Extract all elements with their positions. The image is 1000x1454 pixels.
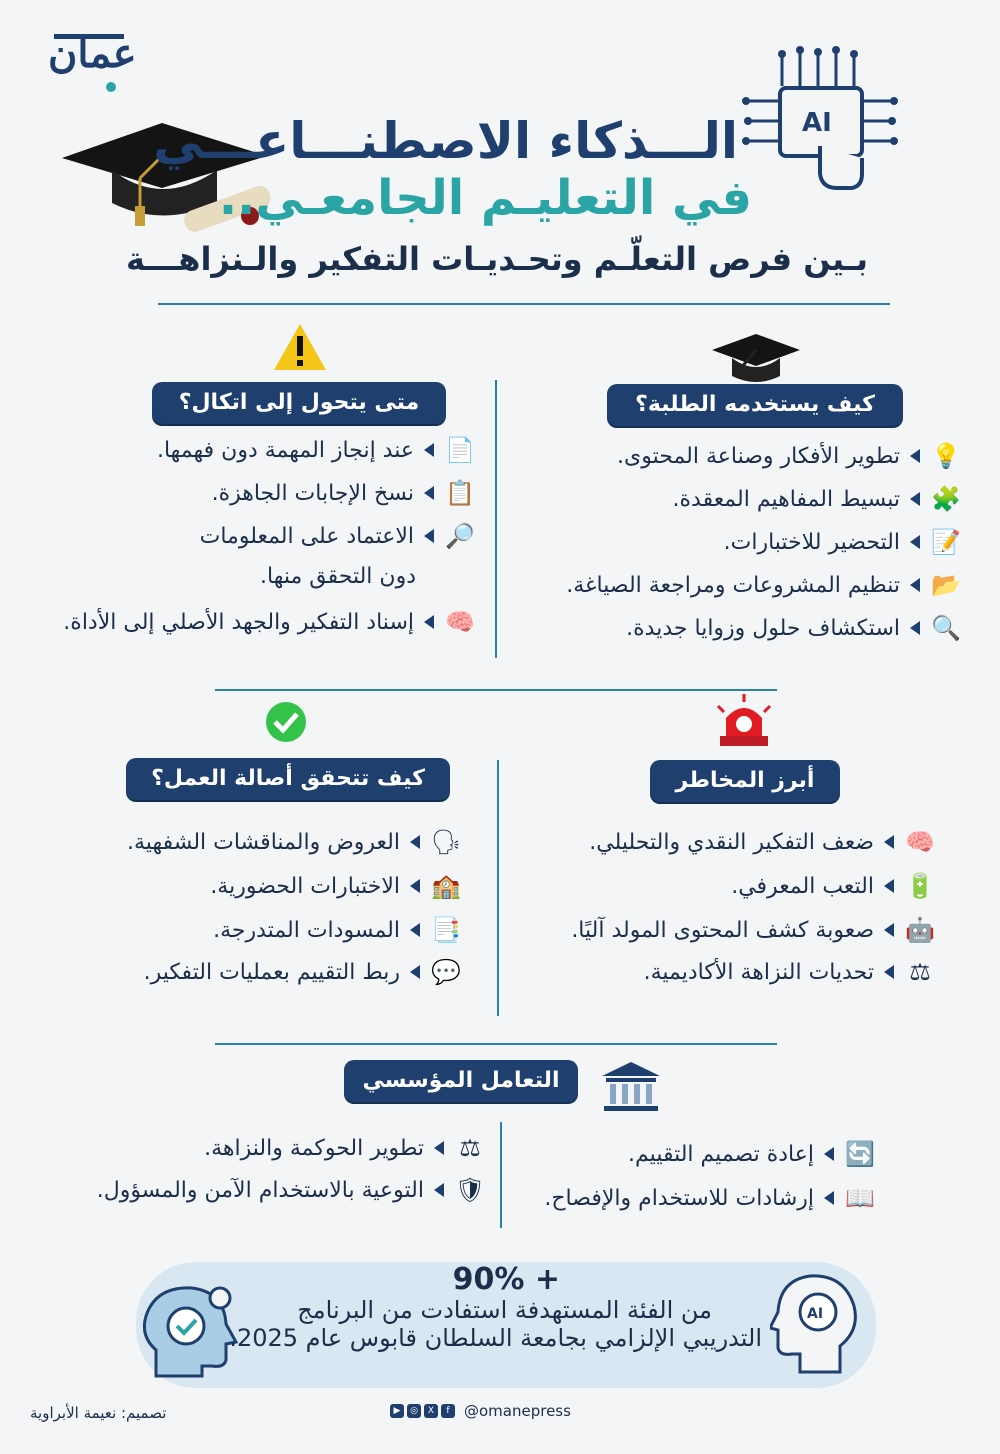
list-item: 💡 تطوير الأفكار وصناعة المحتوى. — [617, 440, 964, 472]
battery-icon: 🔋 — [905, 872, 935, 900]
school-icon: 🏫 — [431, 872, 461, 900]
list-item: 🧠 ضعف التفكير النقدي والتحليلي. — [589, 826, 938, 858]
list-item: 📄 عند إنجاز المهمة دون فهمها. — [157, 434, 478, 466]
divider-bottom — [215, 1043, 777, 1045]
list-item: 🗣 العروض والمناقشات الشفهية. — [127, 826, 464, 858]
search-icon: 🔎 — [445, 522, 475, 550]
svg-text:AI: AI — [802, 108, 832, 138]
page-subtitle: بـين فرص التعلّـم وتحـديـات التفكير والـنزاهـــة — [126, 240, 868, 278]
list-item: 🔄 إعادة تصميم التقييم. — [628, 1138, 878, 1170]
siren-icon — [712, 692, 776, 748]
list-item: 🛡 التوعية بالاستخدام الآمن والمسؤول. — [97, 1174, 488, 1206]
list-item: 📑 المسودات المتدرجة. — [213, 914, 464, 946]
list-institutional-right — [508, 1138, 878, 1228]
page-title: الـــذكاء الاصطنـــاعـــي — [153, 112, 738, 170]
social-links — [390, 1402, 571, 1420]
list-item: 🧠 إسناد التفكير والجهد الأصلي إلى الأداة. — [63, 606, 478, 638]
list-item: 🔍 استكشاف حلول وزوايا جديدة. — [626, 612, 964, 644]
list-risks — [498, 826, 938, 1006]
refresh-icon: 🔄 — [845, 1140, 875, 1168]
svg-text:AI: AI — [807, 1306, 824, 1322]
institution-icon — [600, 1060, 662, 1112]
brain-icon: 🧠 — [445, 608, 475, 636]
page-title-line2: في التعليـم الجامعـي.. — [218, 170, 752, 226]
list-item: 🧩 تبسيط المفاهيم المعقدة. — [673, 483, 965, 515]
graduation-cap-small-icon — [708, 330, 804, 388]
warning-icon — [272, 322, 328, 372]
x-icon[interactable]: X — [424, 1404, 438, 1418]
list-item: 💬 ربط التقييم بعمليات التفكير. — [144, 956, 464, 988]
section-title-originality: كيف تتحقق أصالة العمل؟ — [126, 758, 450, 800]
list-when-dependence — [26, 434, 478, 644]
logo-text: عمان — [48, 30, 137, 77]
list-item: 📖 إرشادات للاستخدام والإفصاح. — [544, 1182, 878, 1214]
list-item-continuation: دون التحقق منها. — [260, 564, 416, 589]
shield-icon: 🛡 — [454, 1176, 486, 1204]
social-handle[interactable]: @omanepress — [464, 1402, 571, 1420]
logo-dot — [106, 82, 116, 92]
puzzle-icon: 🧩 — [931, 485, 961, 513]
check-icon — [262, 700, 310, 744]
list-item: 🔋 التعب المعرفي. — [731, 870, 938, 902]
speaking-head-icon: 🗣 — [430, 828, 462, 856]
designer-credit: تصميم: نعيمة الأبراوية — [30, 1404, 167, 1422]
list-originality — [64, 826, 464, 1006]
list-item: ⚖ تطوير الحوكمة والنزاهة. — [204, 1132, 488, 1164]
document-icon: 📄 — [445, 436, 475, 464]
divider-vertical-3 — [500, 1122, 502, 1228]
scales-icon: ⚖ — [909, 958, 931, 986]
list-institutional-left — [48, 1132, 488, 1222]
list-item: 📝 التحضير للاختبارات. — [724, 526, 964, 558]
facebook-icon[interactable]: f — [441, 1404, 455, 1418]
ai-head-icon — [770, 1268, 862, 1374]
youtube-icon[interactable]: ▶ — [390, 1404, 404, 1418]
divider-middle — [215, 689, 777, 691]
folder-icon: 📂 — [931, 571, 961, 599]
ai-chip-icon — [742, 46, 902, 196]
stat-value: + 90% — [452, 1262, 560, 1297]
section-title-institutional: التعامل المؤسسي — [344, 1060, 578, 1102]
list-how-students-use — [494, 440, 964, 650]
list-item: 🔎 الاعتماد على المعلومات — [200, 520, 478, 552]
chat-bubble-icon: 💬 — [431, 958, 461, 986]
list-item: 🤖 صعوبة كشف المحتوى المولد آليًا. — [571, 914, 938, 946]
test-paper-icon: 📝 — [931, 528, 961, 556]
book-icon: 📖 — [845, 1184, 875, 1212]
list-item: ⚖ تحديات النزاهة الأكاديمية. — [644, 956, 938, 988]
section-title-when-dependence: متى يتحول إلى اتكال؟ — [152, 382, 446, 424]
scales-icon: ⚖ — [459, 1134, 481, 1162]
robot-icon: 🤖 — [905, 916, 935, 944]
brain-icon: 🧠 — [905, 828, 935, 856]
clipboard-icon: 📋 — [445, 479, 475, 507]
stat-line2: التدريبي الإلزامي بجامعة السلطان قابوس عام 2025. — [229, 1324, 762, 1352]
divider-top — [158, 303, 890, 305]
drafts-icon: 📑 — [431, 916, 461, 944]
stat-line1: من الفئة المستهدفة استفادت من البرنامج — [297, 1296, 712, 1324]
list-item: 📂 تنظيم المشروعات ومراجعة الصياغة. — [566, 569, 964, 601]
section-title-how-students-use: كيف يستخدمه الطلبة؟ — [607, 384, 903, 426]
magnifier-icon: 🔍 — [931, 614, 961, 642]
instagram-icon[interactable]: ◎ — [407, 1404, 421, 1418]
section-title-risks: أبرز المخاطر — [650, 760, 840, 802]
lightbulb-icon: 💡 — [931, 442, 961, 470]
logo — [48, 30, 138, 90]
list-item: 📋 نسخ الإجابات الجاهزة. — [212, 477, 478, 509]
list-item: 🏫 الاختبارات الحضورية. — [210, 870, 464, 902]
